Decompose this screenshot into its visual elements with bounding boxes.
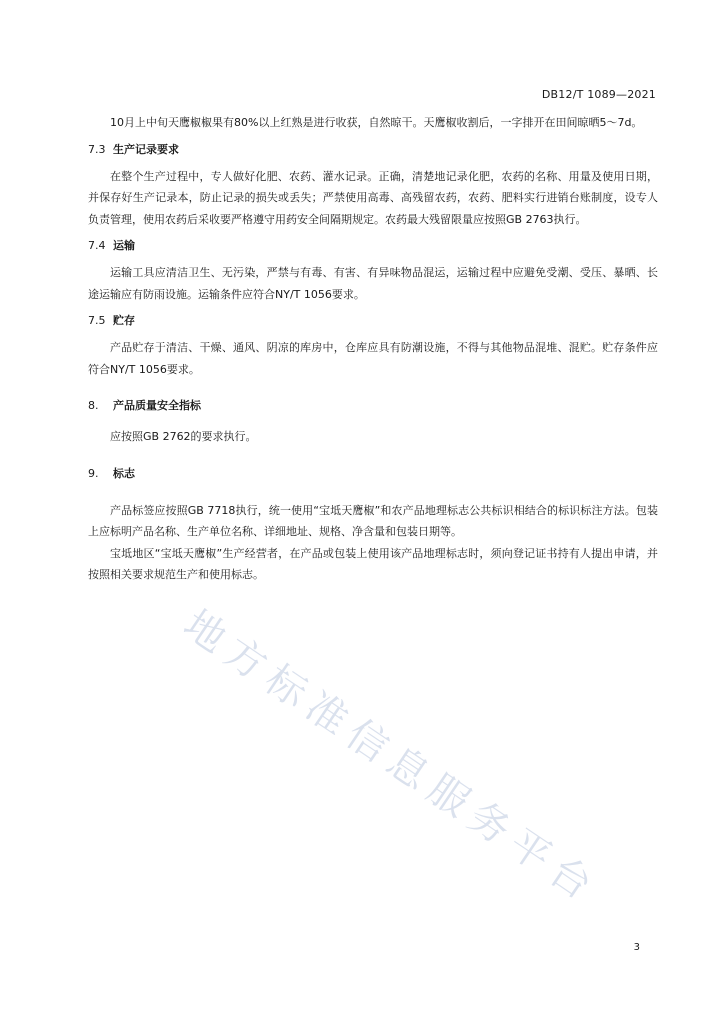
section-7-3-title: 生产记录要求 <box>113 142 179 156</box>
section-7-3-heading <box>88 140 658 160</box>
section-9-number: 9. <box>88 466 99 480</box>
section-7-4-title: 运输 <box>113 239 135 252</box>
section-9-title: 标志 <box>113 466 135 480</box>
section-7-4-paragraph: 运输工具应清洁卫生、无污染，严禁与有毒、有害、有异味物品混运，运输过程中应避免受潮、受压、暴晒、长途运输应有防雨设施。运输条件应符合NY/T 1056要求。 <box>88 266 658 301</box>
section-7-4-number: 7.4 <box>88 239 106 252</box>
section-9-paragraph-2: 宝坻地区“宝坻天鹰椒”生产经营者，在产品或包装上使用该产品地理标志时，须向登记证书持有人提出申请，并按照相关要求规范生产和使用标志。 <box>88 546 658 581</box>
document-code: DB12/T 1089—2021 <box>541 88 656 101</box>
section-7-3-paragraph: 在整个生产过程中，专人做好化肥、农药、灌水记录。正确，清楚地记录化肥，农药的名称、用量及使用日期，并保存好生产记录本，防止记录的损失或丢失；严禁使用高毒、高残留农药，农药、肥料实行进销台账制度，设专人负责管理，使用农药后采收要严格遵守用药安全间隔期规定。农药最大残留限量应按照GB 2763执行。 <box>88 169 658 226</box>
section-7-3-number: 7.3 <box>88 142 106 156</box>
section-8-title: 产品质量安全指标 <box>113 399 201 412</box>
section-9-heading <box>88 464 658 484</box>
section-8-number: 8. <box>88 399 99 412</box>
section-7-5-heading <box>88 311 658 331</box>
section-8-heading <box>88 396 658 416</box>
document-body <box>88 112 658 586</box>
section-7-5-title: 贮存 <box>113 314 135 327</box>
harvest-paragraph: 10月上中旬天鹰椒椒果有80%以上红熟是进行收获，自然晾干。天鹰椒收割后，一字排开在田间晾晒5～7d。 <box>110 116 643 129</box>
section-9-paragraph-1: 产品标签应按照GB 7718执行，统一使用“宝坻天鹰椒”和农产品地理标志公共标识相结合的标识标注方法。包装上应标明产品名称、生产单位名称、详细地址、规格、净含量和包装日期等。 <box>88 503 658 538</box>
section-7-5-number: 7.5 <box>88 314 106 327</box>
section-7-5-paragraph: 产品贮存于清洁、干燥、通风、阴凉的库房中，仓库应具有防潮设施，不得与其他物品混堆、混贮。贮存条件应符合NY/T 1056要求。 <box>88 341 658 376</box>
section-8-paragraph: 应按照GB 2762的要求执行。 <box>110 430 257 443</box>
watermark: 地方标准信息服务平台 <box>175 601 608 914</box>
section-7-4-heading <box>88 236 658 256</box>
page-number: 3 <box>633 942 640 953</box>
